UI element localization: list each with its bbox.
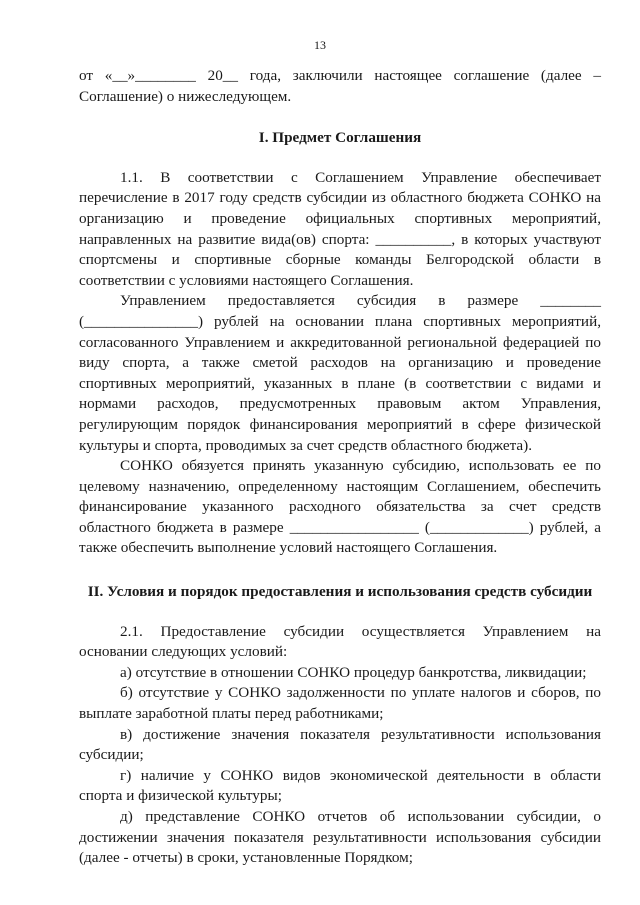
section-1-paragraph: СОНКО обязуется принять указанную субсидию, использовать ее по целевому назначению, определенному настоящим Соглашением, обеспечить финансирование указанного расходного обязательства за счет средств областного бюджета в размере _________________ (_____________) рублей, а также обеспечить выполнение условий настоящего Соглашения.	[79, 457, 601, 557]
section-2-item-b: б) отсутствие у СОНКО задолженности по уплате налогов и сборов, по выплате заработной платы перед работниками;	[79, 684, 601, 723]
section-1-title: I. Предмет Соглашения	[258, 129, 422, 147]
section-2-paragraph: 2.1. Предоставление субсидии осуществляется Управлением на основании следующих условий:	[79, 622, 601, 661]
section-1-paragraph: 1.1. В соответствии с Соглашением Управление обеспечивает перечисление в 2017 году средств субсидии из областного бюджета СОНКО на организацию и проведение официальных спортивных мероприятий, направленных на развитие вида(ов) спорта: __________, в которых участвуют спортсмены и спортивные сборные команды Белгородской области в соответствии с условиями настоящего Соглашения.	[79, 168, 601, 289]
section-1-paragraph: Управлением предоставляется субсидия в размере ________ (_______________) рублей на основании плана спортивных мероприятий, согласованного Управлением и аккредитованной региональной федерацией по виду спорта, а также сметой расходов на организацию и проведение спортивных мероприятий, указанных в плане (в соответствии с видами и нормами расходов, предусмотренных правовым актом Управления, регулирующим порядок финансирования мероприятий в сфере физической культуры и спорта, проводимых за счет средств областного бюджета).	[79, 292, 601, 454]
page-number: 13	[314, 38, 326, 52]
section-2-title: II. Условия и порядок предоставления и использования средств субсидии	[87, 583, 593, 601]
section-2-item-e: д) представление СОНКО отчетов об использовании субсидии, о достижении значения показателя результативности использования субсидии (далее - отчеты) в сроки, установленные Порядком;	[79, 808, 601, 867]
section-2-item-d: г) наличие у СОНКО видов экономической деятельности в области спорта и физической культуры;	[79, 766, 601, 805]
section-2-item-c: в) достижение значения показателя результативности использования субсидии;	[79, 725, 601, 764]
document-body	[79, 66, 601, 869]
section-2-item-a: а) отсутствие в отношении СОНКО процедур банкротства, ликвидации;	[120, 663, 587, 681]
intro-paragraph: от «__»________ 20__ года, заключили настоящее соглашение (далее – Соглашение) о нижеследующем.	[79, 67, 601, 105]
